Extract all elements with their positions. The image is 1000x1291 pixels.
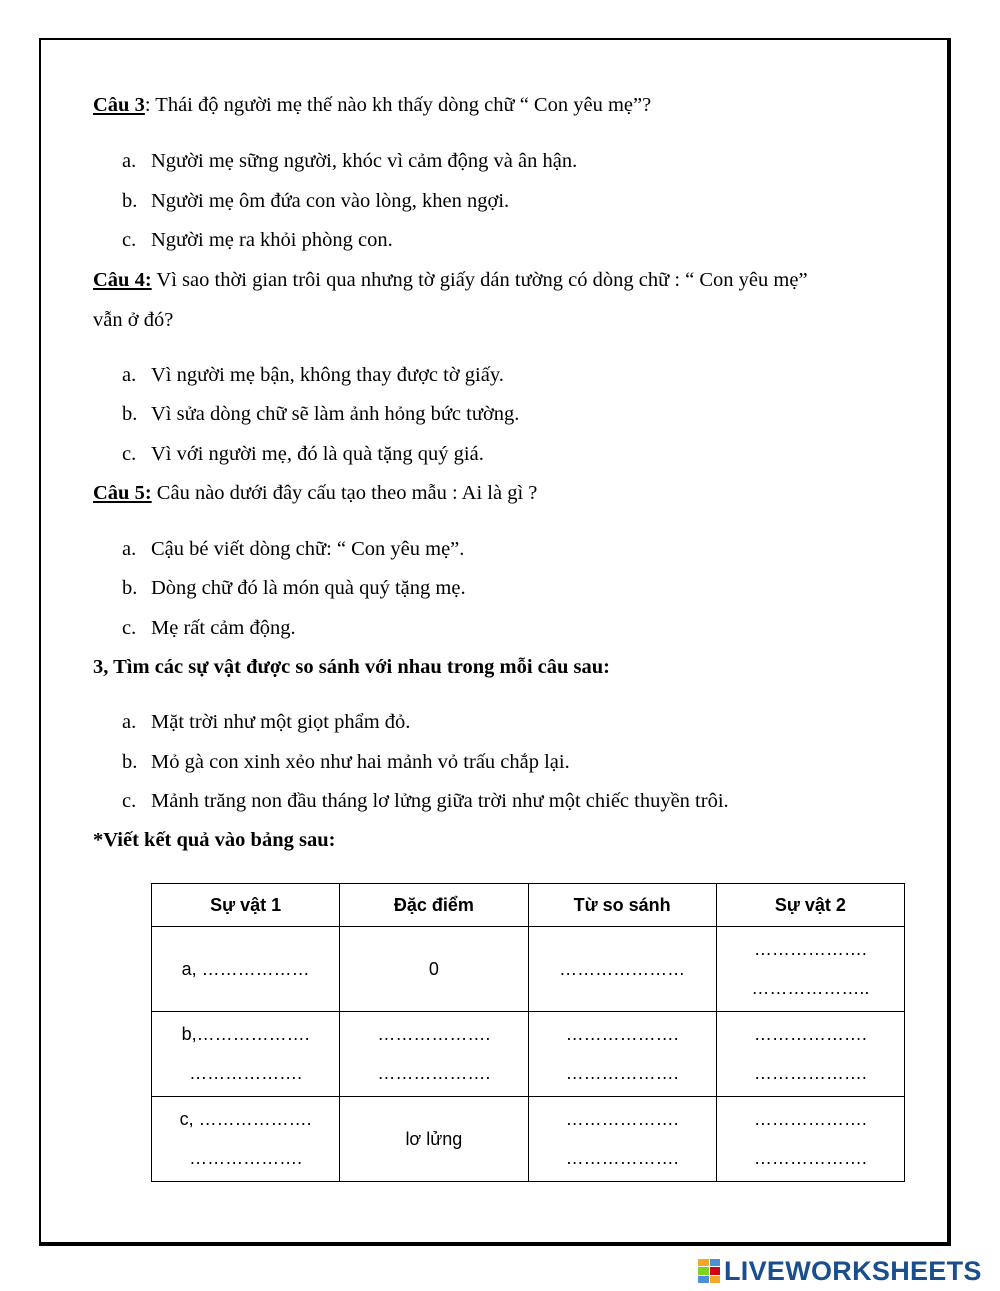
question-3-option-a: a. Người mẹ sững người, khóc vì cảm động và ân hận.: [122, 150, 578, 172]
question-5-option-b: b. Dòng chữ đó là món quà quý tặng mẹ.: [122, 577, 466, 599]
section-3-sentence-b: b. Mỏ gà con xinh xẻo như hai mảnh vỏ trấu chắp lại.: [122, 751, 570, 773]
question-4-text-continued: vẫn ở đó?: [93, 309, 174, 331]
row-c-dac-diem[interactable]: lơ lửng: [340, 1097, 528, 1182]
section-3-sentence-a: a. Mặt trời như một giọt phẩm đỏ.: [122, 711, 411, 733]
row-b-su-vat-2[interactable]: ………………. ……………….: [716, 1012, 904, 1097]
header-dac-diem: Đặc điểm: [340, 884, 528, 927]
header-su-vat-1: Sự vật 1: [152, 884, 340, 927]
table-row-b: [152, 1012, 905, 1097]
row-c-tu-so-sanh[interactable]: ………………. ……………….: [528, 1097, 716, 1182]
question-4-text: Vì sao thời gian trôi qua nhưng tờ giấy dán tường có dòng chữ : “ Con yêu mẹ”: [151, 269, 808, 291]
row-a-su-vat-2[interactable]: ………………. ………………..: [716, 927, 904, 1012]
header-su-vat-2: Sự vật 2: [716, 884, 904, 927]
table-row-a: [152, 927, 905, 1012]
question-4-option-a: a. Vì người mẹ bận, không thay được tờ giấy.: [122, 364, 504, 386]
liveworksheets-icon: [698, 1259, 720, 1283]
row-a-su-vat-1[interactable]: a, ………………: [152, 927, 340, 1012]
table-row-c: [152, 1097, 905, 1182]
question-4-option-c: c. Vì với người mẹ, đó là quà tặng quý giá.: [122, 443, 484, 465]
results-table: [151, 883, 905, 1182]
question-5-option-a: a. Cậu bé viết dòng chữ: “ Con yêu mẹ”.: [122, 538, 465, 560]
question-4-label: Câu 4:: [93, 269, 152, 291]
question-5-label: Câu 5:: [93, 482, 152, 504]
question-4-option-b: b. Vì sửa dòng chữ sẽ làm ảnh hỏng bức tường.: [122, 403, 520, 425]
question-3-text: : Thái độ người mẹ thế nào kh thấy dòng chữ “ Con yêu mẹ”?: [144, 94, 652, 116]
row-b-dac-diem[interactable]: ………………. ……………….: [340, 1012, 528, 1097]
row-c-su-vat-1[interactable]: c, ………………. ……………….: [152, 1097, 340, 1182]
header-tu-so-sanh: Từ so sánh: [528, 884, 716, 927]
table-instruction: *Viết kết quả vào bảng sau:: [93, 829, 336, 851]
liveworksheets-logo[interactable]: [698, 1256, 982, 1286]
row-a-dac-diem[interactable]: 0: [340, 927, 528, 1012]
question-3-label: Câu 3: [93, 94, 145, 116]
liveworksheets-wordmark: LIVEWORKSHEETS: [724, 1255, 982, 1286]
row-c-su-vat-2[interactable]: ………………. ……………….: [716, 1097, 904, 1182]
question-3-option-b: b. Người mẹ ôm đứa con vào lòng, khen ngợi.: [122, 190, 510, 212]
section-3-sentence-c: c. Mảnh trăng non đầu tháng lơ lửng giữa trời như một chiếc thuyền trôi.: [122, 790, 729, 812]
question-5: [93, 483, 537, 504]
question-3: [93, 95, 651, 116]
question-5-option-c: c. Mẹ rất cảm động.: [122, 617, 296, 639]
question-4: [93, 270, 808, 291]
question-5-text: Câu nào dưới đây cấu tạo theo mẫu : Ai là gì ?: [151, 482, 538, 504]
section-3-title: 3, Tìm các sự vật được so sánh với nhau trong mỗi câu sau:: [93, 656, 610, 678]
question-3-option-c: c. Người mẹ ra khỏi phòng con.: [122, 229, 393, 251]
row-b-su-vat-1[interactable]: b,………………. ……………….: [152, 1012, 340, 1097]
row-a-tu-so-sanh[interactable]: …………………: [528, 927, 716, 1012]
row-b-tu-so-sanh[interactable]: ………………. ……………….: [528, 1012, 716, 1097]
table-header-row: [152, 884, 905, 927]
